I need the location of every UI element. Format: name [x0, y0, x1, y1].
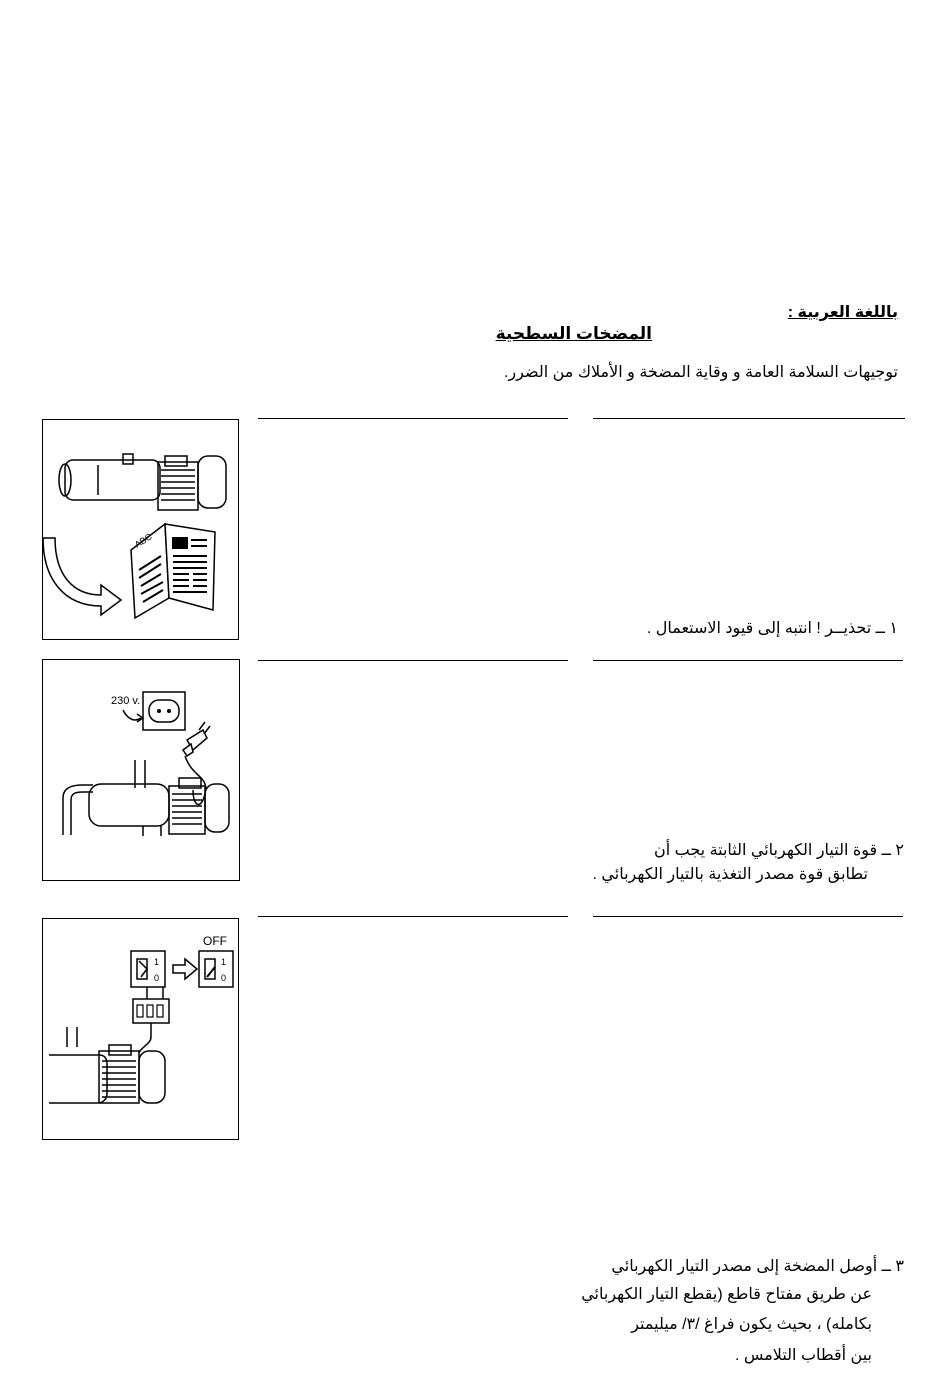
manual-instructions-icon: [43, 420, 240, 641]
section-3-text-line-1: ٣ ــ أوصل المضخة إلى مصدر التيار الكهربائي: [611, 1258, 904, 1275]
switch-right-off-label: 0: [221, 973, 227, 983]
section-3-text-line-4: بين أقطاب التلامس .: [734, 1347, 872, 1364]
section-2-text-line-1: ٢ ــ قوة التيار الكهربائي الثابتة يجب أن: [653, 842, 904, 859]
section-3-rule-right: [593, 916, 903, 917]
language-label: باللغة العربية :: [787, 304, 898, 321]
figure-label-abc: ABC: [132, 531, 154, 550]
section-2-rule-left: [258, 660, 568, 661]
section-3-text-line-3: بكامله) ، بحيث يكون فراغ /٣/ ميليمتر: [631, 1316, 872, 1333]
section-3-figure: [42, 918, 239, 1140]
page-title: المضخات السطحية: [495, 324, 652, 343]
switch-left-on-label: 1: [154, 957, 160, 967]
intro-text: توجيهات السلامة العامة و وقاية المضخة و الأملاك من الضرر.: [503, 364, 898, 381]
section-2-rule-right: [593, 660, 903, 661]
section-1-rule-left: [258, 418, 568, 419]
figure-label-off: OFF: [203, 934, 227, 948]
figure-label-voltage: 230 v.: [111, 695, 141, 707]
section-2-figure: [42, 659, 240, 881]
switch-left-off-label: 0: [154, 973, 160, 983]
section-3-rule-left: [258, 916, 568, 917]
section-1-rule-right: [593, 418, 905, 419]
switch-right-on-label: 1: [221, 957, 227, 967]
section-1-figure: [42, 419, 239, 640]
section-3-text-line-2: عن طريق مفتاح قاطع (يقطع التيار الكهربائي: [581, 1286, 872, 1303]
power-socket-plug-icon: [43, 660, 241, 882]
section-1-text: ١ ــ تحذيــر ! انتبه إلى قيود الاستعمال .: [646, 620, 898, 637]
section-2-text-line-2: تطابق قوة مصدر التغذية بالتيار الكهربائي .: [592, 866, 868, 883]
circuit-breaker-switch-icon: [43, 919, 240, 1141]
